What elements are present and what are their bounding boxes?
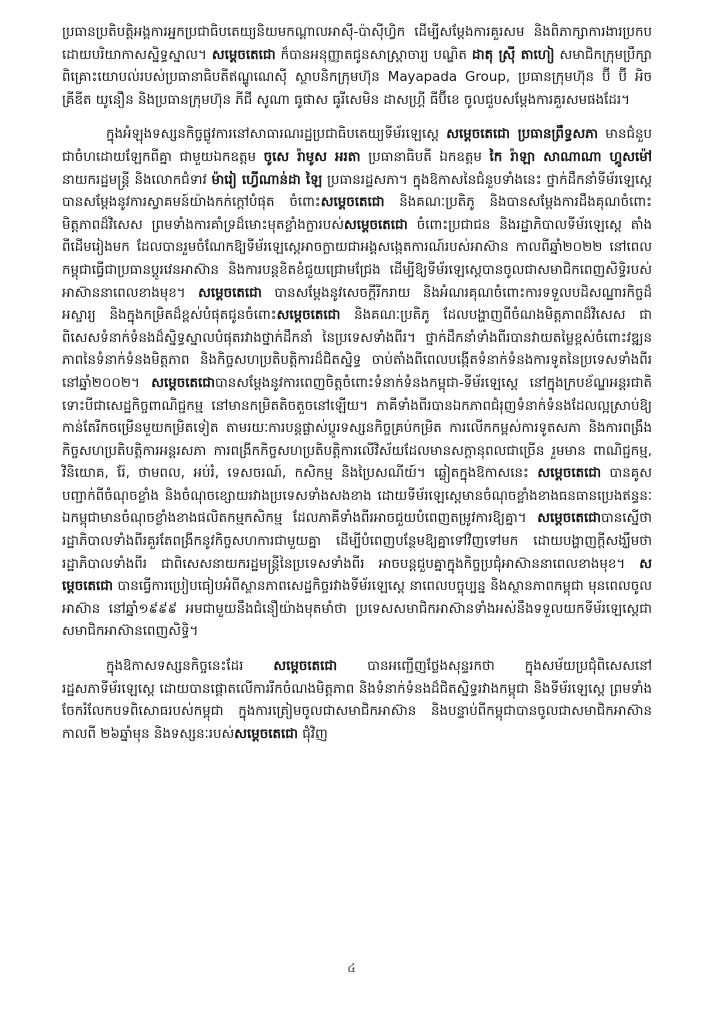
text-segment: សមាជិកក្រុមប្រឹក្សាពិគ្រោះយោបល់របស់ប្រធានាធិបតីឥណ្ឌូណេស៊ី ស្ថាបនិកក្រុមហ៊ុន Mayapada Group, ប្រធានក្រុមហ៊ុន ប៊ី ប៊ី អិច គ្រីឌីត យូនឿន និងប្រធានក្រុមហ៊ុន ភីជី សូណា ធូផាស ធូរីសេមិន ដាសហ្គ្រី ធីប៊ីខេ ចូលជួបសម្តែងការគួរសមផងដែរ។ <box>62 47 652 108</box>
text-segment: បានអញ្ជើញថ្លែងសុន្ទរកថា ក្នុងសម័យប្រជុំពិសេសនៅរដ្ឋសភាទីម័រឡេស្តេ ដោយបានផ្តោតលើការរីកចំណងមិត្តភាព និងទំនាក់ទំនងដ៏ជិតស្និទ្ធរវាងកម្ពុជា និងទីម័រឡេស្តេ ព្រមទាំងចែករំលែកបទពិសោធរបស់កម្ពុជា ក្នុងការត្រៀមចូលជាសមាជិកអាស៊ាន និងបន្ទាប់ពីកម្ពុជាបានចូលជាសមាជិកអាស៊ានកាលពី ២៦ឆ្នាំមុន និងទស្សនៈរបស់ <box>62 659 652 742</box>
text-segment: និងគណៈប្រតិភូ ដែលបង្ហាញពីចំណងមិត្តភាពដ៏វិសេស ជាពិសេសទំនាក់ទំនងដ៏ស្និទ្ធស្នាលបំផុតរវាងថ្នាក់ដឹកនាំ នៃប្រទេសទាំងពីរ។ ថ្នាក់ដឹកនាំទាំងពីរបានវាយតម្លៃខ្ពស់ចំពោះវឌ្ឍនភាពនៃទំនាក់ទំនងមិត្តភាព និងកិច្ចសហប្រតិបត្តិការដ៏ជិតស្និទ្ធ ចាប់តាំងពីពេលបង្កើតទំនាក់ទំនងការទូតនៃប្រទេសទាំងពីរនៅឆ្នាំ២០០២។ <box>62 308 652 391</box>
text-segment: និងគណៈប្រតិភូ និងបានសម្តែងការដឹងគុណចំពោះមិត្តភាពដ៏វិសេស ព្រមទាំងការគាំទ្រដ៏មោះមុតខ្លាំងក្លារបស់ <box>62 195 652 233</box>
bold-text-segment: កៃ រ៉ាឡា សាណាណា ហ្គូសម៉ៅ <box>489 149 653 165</box>
page-number: ៤ <box>347 961 356 975</box>
text-segment: ប្រធានរដ្ឋសភា។ ក្នុងឱកាសនៃជំនួបទាំងនេះ ថ្នាក់ដឹកនាំទីម័រឡេស្តេបានសម្តែងនូវការស្វាគមន៍យ៉ាងកក់ក្តៅបំផុត ចំពោះ <box>62 172 652 211</box>
text-segment: ប្រធានប្រតិបត្តិអង្គការអ្នកប្រជាធិបតេយ្យនិយមកណ្តាលអាស៊ី-ប៉ាស៊ីហ្វិក ដើម្បីសម្តែងការគួរសម និងពិភាក្សាការងារប្រកបដោយបរិយាកាសស្និទ្ធស្នាល។ <box>62 25 652 63</box>
document-page <box>62 22 652 758</box>
text-segment: ជុំវិញ <box>297 726 328 742</box>
bold-text-segment: សម្តេចតេជោ <box>320 195 385 211</box>
bold-text-segment: សម្តេចតេជោ <box>273 659 338 675</box>
text-segment: ក៏បានអនុញ្ញាតជូនសាស្ត្រាចារ្យ បណ្ឌិត <box>275 47 472 63</box>
text-segment: មានជំនួបជាចំហដោយឡែកពីគ្នា ជាមួយឯកឧត្តម <box>62 127 653 165</box>
bold-text-segment: សម្តេចតេជោ <box>537 511 601 527</box>
text-segment: ចំពោះប្រជាជន និងរដ្ឋាភិបាលទីម័រឡេស្តេ តាំងពីដើមរៀងមក ដែលបានរួមចំណែកឱ្យទីម័រឡេស្តេអាចក្លាយជាអង្គសង្កេតការណ៍របស់អាស៊ាន កាលពីឆ្នាំ២០២២ នៅពេលកម្ពុជាធ្វើជាប្រធានប្តូរវេនអាស៊ាន និងការបន្តខិតខំជួយជ្រោមជ្រែង ដើម្បីឱ្យទីម័រឡេស្តេបានចូលជាសមាជិកពេញសិទ្ធិរបស់អាស៊ាននាពេលខាងមុខ។ <box>62 217 652 301</box>
bold-text-segment: សម្តេចតេជោ <box>537 466 602 482</box>
bold-text-segment: សម្តេចតេជោ <box>276 308 341 324</box>
bold-text-segment: ម៉ារៀ ហ្វើណាន់ដា ឡៃ <box>211 172 323 188</box>
bold-text-segment: សម្តេចតេជោ <box>234 726 298 742</box>
bold-text-segment: សម្តេចតេជោ <box>151 375 215 391</box>
paragraph-1 <box>62 22 652 112</box>
bold-text-segment: ចូសេ រ៉ាមូស អរតា <box>263 149 361 165</box>
text-segment: បានសម្តែងនូវសេចក្តីរីករាយ និងអំណរគុណចំពោះការទទួលបដិសណ្ឋារកិច្ចដ៏អស្ចារ្យ និងក្នុងកម្រិតដ៏ខ្ពស់បំផុតជូនចំពោះ <box>62 285 652 324</box>
text-segment: ក្នុងអំឡុងទស្សនកិច្ចផ្លូវការនៅសាធារណរដ្ឋប្រជាធិបតេយ្យទីម័រឡេស្តេ <box>106 127 447 143</box>
bold-text-segment: សម្តេចតេជោ ប្រធានព្រឹទ្ធសភា <box>446 127 598 143</box>
text-segment: ប្រធានាធិបតី ឯកឧត្តម <box>360 149 490 165</box>
text-segment: បានគូសបញ្ជាក់ពីចំណុចខ្លាំង និងចំណុចខ្សោយរវាងប្រទេសទាំងសងខាង ដោយទីម័រឡេស្តេមានចំណុចខ្លាំងខាងធនធានប្រេងឥន្ធនៈ ឯកម្ពុជាមានចំណុចខ្លាំងខាងផលិតកម្មកសិកម្ម ដែលភាគីទាំងពីរអាចជួយបំពេញតម្រូវការឱ្យគ្នា។ <box>62 466 652 527</box>
text-segment: នាយករដ្ឋមន្ត្រី និងលោកជំទាវ <box>62 172 212 188</box>
text-segment: បានសម្តែងនូវការពេញចិត្តចំពោះទំនាក់ទំនងកម្ពុជា-ទីម័រឡេស្តេ នៅក្នុងក្របខ័ណ្ឌអន្តរជាតិ ទោះបីជាសេដ្ឋកិច្ចពាណិជ្ជកម្ម នៅមានកម្រិតតិចតួចនៅឡើយ។ ភាគីទាំងពីរបានឯកភាពជំរុញទំនាក់ទំនងដែលល្អស្រាប់ឱ្យកាន់តែរីកចម្រើនមួយកម្រិតទៀត តាមរយៈការបន្តផ្លាស់ប្តូរទស្សនកិច្ចគ្រប់កម្រិត ការលើកកម្ពស់ការទូតសភា និងការពង្រឹងកិច្ចសហប្រតិបត្តិការអន្តរសភា ការពង្រីកកិច្ចសហប្រតិបត្តិការលើវិស័យដែលមានសក្តានុពលជាច្រើន រួមមាន ពាណិជ្ជកម្ម, វិនិយោគ, រ៉ែ, ថាមពល, អប់រំ, ទេសចរណ៍, កសិកម្ម និងប្រៃសណីយ៍។ ឆ្លៀតក្នុងឱកាសនេះ <box>62 375 652 482</box>
bold-text-segment: សម្តេចតេជោ <box>211 47 276 63</box>
paragraph-3 <box>62 656 652 746</box>
bold-text-segment: សម្តេចតេជោ <box>62 556 652 595</box>
text-segment: បានធ្វើការប្រៀបធៀបអំពីស្ថានភាពសេដ្ឋកិច្ចរវាងទីម័រឡេស្តេ នាពេលបច្ចុប្បន្ន និងស្ថានភាពកម្ពុជា មុនពេលចូលអាស៊ាន នៅឆ្នាំ១៩៩៩ អមជាមួយនឹងជំនឿយ៉ាងមុតមាំថា ប្រទេសសមាជិកអាស៊ានទាំងអស់នឹងទទួលយកទីម័រឡេស្តេជាសមាជិកអាស៊ានពេញសិទ្ធិ។ <box>62 579 652 640</box>
text-segment: ក្នុងឱកាសទស្សនកិច្ចនេះដែរ <box>106 659 274 675</box>
bold-text-segment: សម្តេចតេជោ <box>198 285 262 301</box>
bold-text-segment: សម្តេចតេជោ <box>344 217 408 233</box>
paragraph-2 <box>62 124 652 644</box>
text-segment: បានស្នើថា រដ្ឋាភិបាលទាំងពីរគួរតែពង្រីកនូវកិច្ចសហការជាមួយគ្នា ដើម្បីបំពេញបន្ថែមឱ្យគ្នាទៅវិញទៅមក ដោយបង្ហាញក្តីសង្ឃឹមថា រដ្ឋាភិបាលទាំងពីរ ជាពិសេសនាយករដ្ឋមន្ត្រីនៃប្រទេសទាំងពីរ អាចបន្តជួបគ្នាក្នុងកិច្ចប្រជុំអាស៊ាននាពេលខាងមុខ។ <box>62 511 652 572</box>
bold-text-segment: ដាតុ ស្រ៊ី តាហៀ <box>471 47 555 63</box>
